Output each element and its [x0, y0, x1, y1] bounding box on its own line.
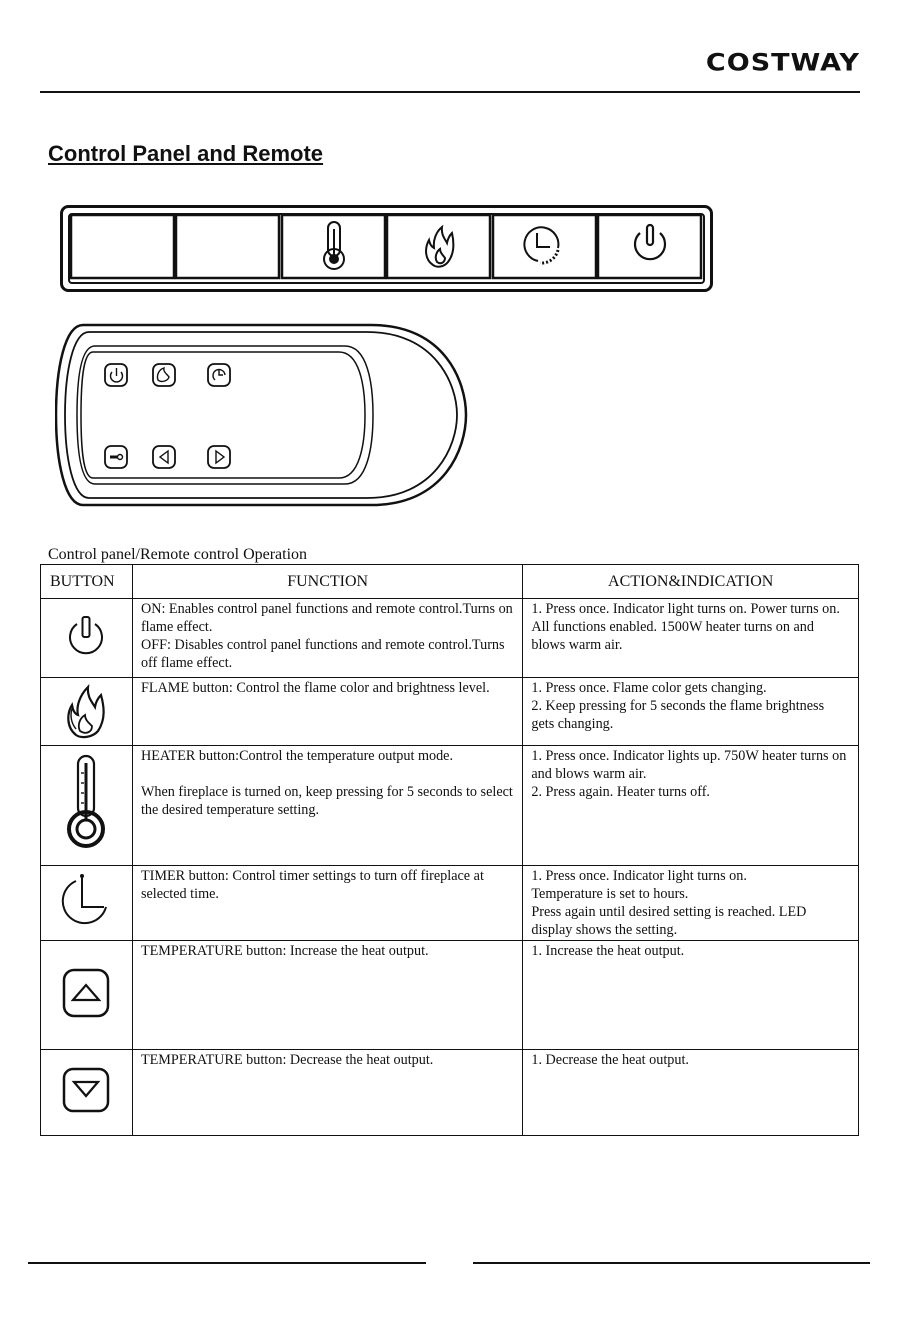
action-text: Press again until desired setting is reached. LED display shows the setting. — [531, 904, 807, 938]
header-button: BUTTON — [41, 565, 133, 599]
action-text: 1. Press once. Indicator light turns on. — [531, 868, 747, 884]
function-text: HEATER button:Control the temperature output mode. — [140, 748, 454, 764]
function-cell — [132, 678, 522, 746]
header-action: ACTION&INDICATION — [523, 565, 859, 599]
power-icon — [66, 614, 106, 658]
button-cell — [41, 866, 133, 941]
flame-icon — [426, 227, 453, 267]
function-text: OFF: Disables control panel functions and remote control.Turns off flame effect. — [140, 637, 505, 671]
timer-icon — [60, 873, 112, 929]
function-cell — [132, 866, 522, 941]
brand-logo: COSTWAY — [705, 49, 860, 77]
thermometer-icon — [324, 222, 344, 269]
action-text: 2. Press again. Heater turns off. — [531, 784, 710, 800]
table-row — [41, 746, 859, 866]
footer-rule-right — [473, 1262, 870, 1264]
flame-icon — [64, 679, 108, 739]
table-row — [41, 866, 859, 941]
header-rule — [40, 91, 860, 93]
remote-control-illustration — [55, 322, 469, 508]
operation-title: Control panel/Remote control Operation — [48, 546, 308, 563]
function-text: FLAME button: Control the flame color and brightness level. — [140, 680, 490, 696]
function-text — [141, 765, 514, 783]
button-cell — [41, 746, 133, 866]
table-row — [41, 1050, 859, 1136]
function-cell — [132, 941, 522, 1050]
action-text: 1. Press once. Flame color gets changing. — [531, 680, 767, 696]
button-cell — [41, 678, 133, 746]
function-text: TEMPERATURE button: Decrease the heat output. — [140, 1052, 434, 1068]
function-text: When fireplace is turned on, keep pressing for 5 seconds to select the desired temperature setting. — [140, 784, 513, 818]
action-cell — [523, 678, 859, 746]
footer-rule-left — [28, 1262, 426, 1264]
table-row — [41, 941, 859, 1050]
action-text: 2. Keep pressing for 5 seconds the flame brightness gets changing. — [531, 698, 825, 732]
action-cell — [523, 1050, 859, 1136]
action-cell — [523, 866, 859, 941]
button-cell — [41, 599, 133, 678]
function-text: ON: Enables control panel functions and remote control.Turns on flame effect. — [140, 601, 513, 635]
action-text: 1. Press once. Indicator lights up. 750W heater turns on and blows warm air. — [531, 748, 847, 782]
table-row — [41, 599, 859, 678]
function-text: TEMPERATURE button: Increase the heat output. — [140, 943, 429, 959]
function-text: TIMER button: Control timer settings to turn off fireplace at selected time. — [140, 868, 484, 902]
button-cell — [41, 1050, 133, 1136]
action-cell — [523, 746, 859, 866]
action-text: 1. Decrease the heat output. — [531, 1052, 689, 1068]
action-text: 1. Increase the heat output. — [531, 943, 685, 959]
section-title: Control Panel and Remote — [48, 141, 324, 166]
button-cell — [41, 941, 133, 1050]
table-row — [41, 678, 859, 746]
action-text: Temperature is set to hours. — [531, 886, 689, 902]
arrow-up-icon — [61, 967, 111, 1019]
table-header-row — [41, 565, 859, 599]
timer-icon — [524, 227, 558, 263]
operation-table — [40, 564, 859, 1136]
function-cell — [132, 1050, 522, 1136]
control-panel-illustration — [60, 205, 714, 293]
action-cell — [523, 941, 859, 1050]
action-text: 1. Press once. Indicator light turns on. Power turns on. All functions enabled. 1500W heater turns on and blows warm air. — [531, 601, 840, 653]
function-cell — [132, 746, 522, 866]
arrow-down-icon — [61, 1066, 111, 1114]
thermometer-icon — [66, 753, 106, 853]
power-icon — [635, 225, 665, 259]
header-function: FUNCTION — [132, 565, 522, 599]
function-cell — [132, 599, 522, 678]
action-cell — [523, 599, 859, 678]
